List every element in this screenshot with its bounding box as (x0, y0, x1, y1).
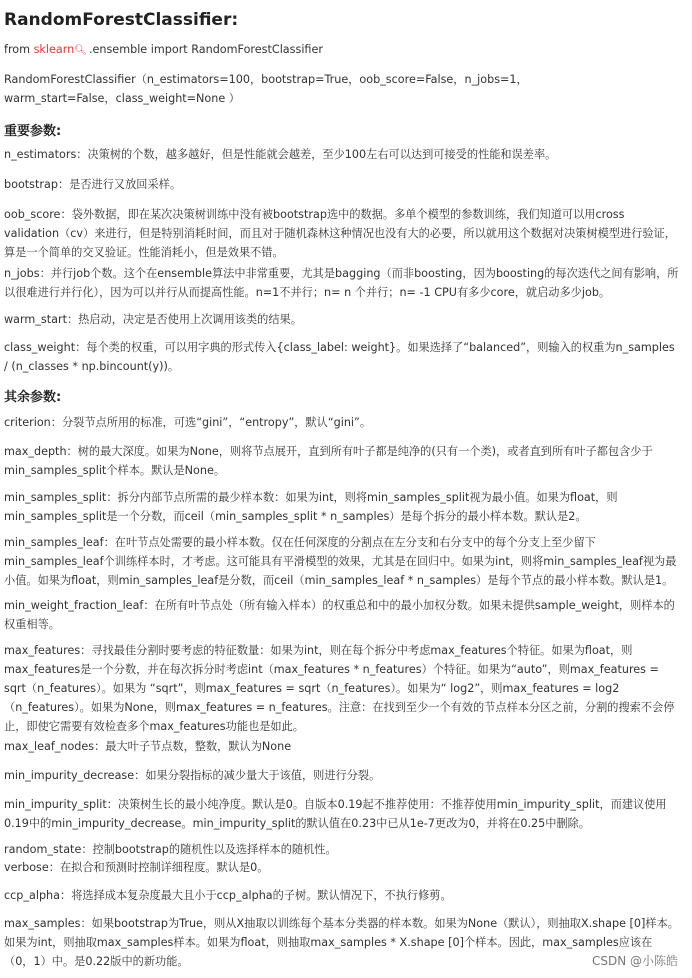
param-min-samples-leaf: min_samples_leaf：在叶节点处需要的最小样本数。仅在任何深度的分割点在左分支和右分支中的每个分支上至少留下min_samples_leaf个训练样本时，才考虑。这可能具有平滑模型的效果，尤其是在回归中。如果为int，则将min_samples_leaf视为最小值。如果为float，则min_samples_leaf是分数，而ceil（min_samples_leaf * n_samples）是每个节点的最小样本数。默认是1。 (4, 536, 677, 587)
param-max-features: max_features：寻找最佳分割时要考虑的特征数量：如果为int，则在每个拆分中考虑max_features个特征。如果为float，则max_features是一个分数，并在每次拆分时考虑int（max_features * n_features）个特征。如果为“auto”，则max_features = sqrt（n_features）。如果为 “sqrt”，则max_features = sqrt（n_features）。如果为“ log2”，则max_features = log2（n_features）。如果为None，则max_features = n_features。注意：在找到至少一个有效的节点样本分区之前，分割的搜索不会停止，即使它需要有效检查多个max_features功能也是如此。 (4, 644, 675, 733)
param-max-samples: max_samples：如果bootstrap为True，则从X抽取以训练每个基本分类器的样本数。如果为None（默认），则抽取X.shape [0]样本。如果为int，则抽取max_samples样本。如果为float，则抽取max_samples * X.shape [0]个样本。因此，max_samples应该在（0，1）中。是0.22版中的新功能。 (4, 917, 679, 968)
param-bootstrap: bootstrap：是否进行又放回采样。 (4, 178, 182, 191)
important-heading: 重要参数: (4, 124, 62, 139)
param-verbose: verbose：在拟合和预测时控制详细程度。默认是0。 (4, 861, 269, 874)
param-max-leaf-nodes: max_leaf_nodes：最大叶子节点数，整数，默认为None (4, 740, 292, 753)
search-icon: 🔍︎ (74, 45, 87, 56)
param-oob-score: oob_score：袋外数据，即在某次决策树训练中没有被bootstrap选中的数据。多单个模型的参数训练，我们知道可以用cross validation（cv）来进行，但是特别消耗时间，而且对于随机森林这种情况也没有大的必要，所以就用这个数据对决策树模型进行验证，算是一个简单的交叉验证。性能消耗小，但是效果不错。 (4, 208, 676, 259)
param-random-state: random_state：控制bootstrap的随机性以及选择样本的随机性。 (4, 843, 337, 856)
sklearn-link[interactable]: sklearn🔍︎ (33, 43, 87, 56)
param-class-weight: class_weight：每个类的权重，可以用字典的形式传入{class_label: weight}。如果选择了“balanced”，则输入的权重为n_samples / (n_classes * np.bincount(y))。 (4, 341, 675, 373)
param-min-samples-split: min_samples_split：拆分内部节点所需的最少样本数：如果为int，则将min_samples_split视为最小值。如果为float，则min_samples_split是一个分数，而ceil（min_samples_split * n_samples）是每个拆分的最小样本数。默认是2。 (4, 491, 618, 523)
param-min-impurity-decrease: min_impurity_decrease：如果分裂指标的减少量大于该值，则进行分裂。 (4, 769, 381, 782)
param-n-jobs: n_jobs：并行job个数。这个在ensemble算法中非常重要，尤其是bagging（而非boosting，因为boosting的每次迭代之间有影响，所以很难进行并行化），因为可以并行从而提高性能。n=1不并行；n= n 个并行；n= -1 CPU有多少core，就启动多少job。 (4, 267, 679, 299)
import-line: from sklearn🔍︎ .ensemble import RandomForestClassifier (4, 43, 323, 56)
watermark: CSDN @小陈皓 (591, 954, 678, 968)
param-ccp-alpha: ccp_alpha：将选择成本复杂度最大且小于ccp_alpha的子树。默认情况下，不执行修剪。 (4, 889, 452, 902)
page-title: RandomForestClassifier: (4, 10, 239, 30)
param-n-estimators: n_estimators：决策树的个数，越多越好，但是性能就会越差，至少100左右可以达到可接受的性能和误差率。 (4, 148, 557, 161)
param-min-weight-fraction-leaf: min_weight_fraction_leaf：在所有叶节点处（所有输入样本）的权重总和中的最小加权分数。如果未提供sample_weight，则样本的权重相等。 (4, 599, 675, 631)
param-max-depth: max_depth：树的最大深度。如果为None，则将节点展开，直到所有叶子都是纯净的(只有一个类)，或者直到所有叶子都包含少于min_samples_split个样本。默认是None。 (4, 445, 653, 477)
param-warm-start: warm_start：热启动，决定是否使用上次调用该类的结果。 (4, 313, 302, 326)
param-min-impurity-split: min_impurity_split：决策树生长的最小纯净度。默认是0。自版本0.19起不推荐使用：不推荐使用min_impurity_split，而建议使用0.19中的min_impurity_decrease。min_impurity_split的默认值在0.23中已从1e-7更改为0，并将在0.25中删除。 (4, 798, 667, 830)
param-criterion: criterion：分裂节点所用的标准，可选“gini”，“entropy”，默认“gini”。 (4, 416, 372, 429)
signature-text: RandomForestClassifier（n_estimators=100，bootstrap=True，oob_score=False，n_jobs=1，warm_start=False，class_weight=None ） (4, 73, 528, 105)
other-heading: 其余参数: (4, 390, 62, 405)
